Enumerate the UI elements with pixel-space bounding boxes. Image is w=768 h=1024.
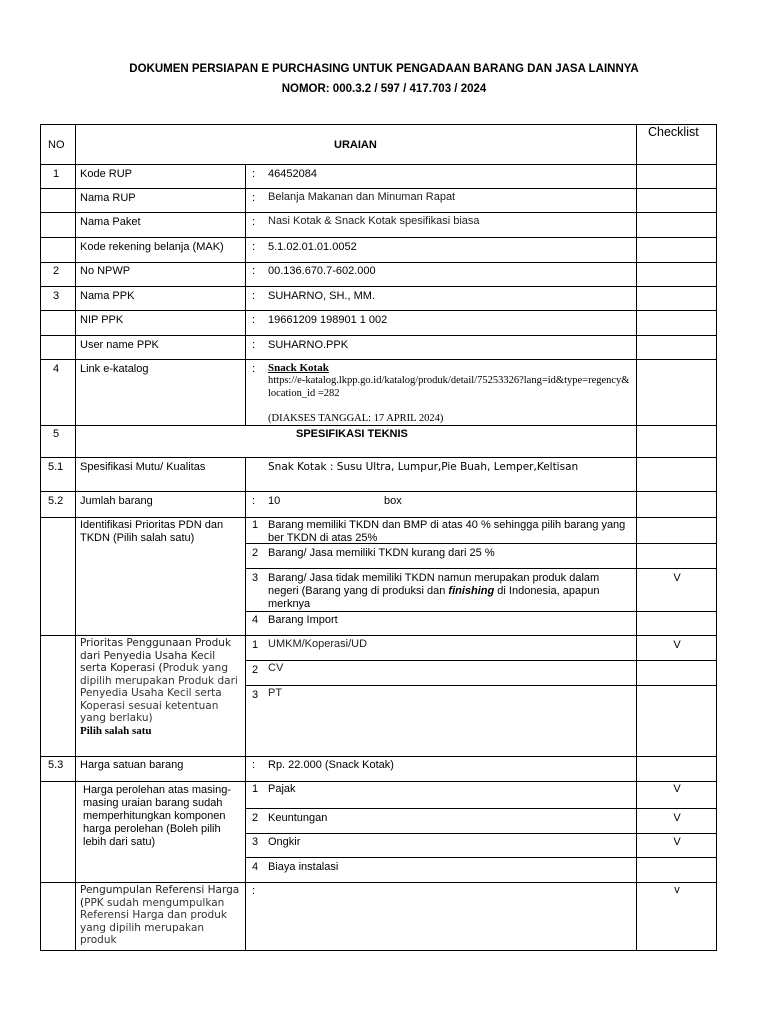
table-line bbox=[40, 635, 717, 636]
label-pick: Pilih salah satu bbox=[80, 724, 152, 737]
row-label: Jumlah barang bbox=[80, 495, 153, 507]
row-label: Identifikasi Prioritas PDN dan TKDN (Pilih salah satu) bbox=[80, 519, 224, 544]
table-line bbox=[40, 359, 717, 360]
table-line bbox=[40, 457, 717, 458]
option-text: Barang Import bbox=[268, 614, 338, 626]
row-no: 5.1 bbox=[48, 461, 64, 473]
ekatalog-link-title[interactable]: Snack Kotak bbox=[268, 362, 329, 374]
row-unit: box bbox=[384, 495, 402, 507]
option-text: Biaya instalasi bbox=[268, 861, 339, 873]
row-value: 5.1.02.01.01.0052 bbox=[268, 241, 357, 253]
option-number: 2 bbox=[252, 664, 259, 676]
row-no: 5 bbox=[53, 428, 60, 440]
table-line bbox=[245, 660, 717, 661]
table-line bbox=[40, 310, 717, 311]
row-label: Harga satuan barang bbox=[80, 759, 184, 771]
header-uraian: URAIAN bbox=[334, 139, 377, 151]
option-number: 2 bbox=[252, 547, 259, 559]
checklist-mark[interactable]: V bbox=[673, 836, 681, 848]
row-label: Kode RUP bbox=[80, 168, 132, 180]
row-no: 5.3 bbox=[48, 759, 64, 771]
option-text: Barang memiliki TKDN dan BMP di atas 40 % sehingga pilih barang yang ber TKDN di atas 25% bbox=[268, 519, 626, 544]
colon: : bbox=[252, 290, 256, 302]
row-no: 4 bbox=[53, 363, 60, 375]
option-number: 1 bbox=[252, 519, 259, 531]
checklist-mark[interactable]: V bbox=[673, 639, 681, 651]
table-line bbox=[40, 950, 717, 951]
row-label: No NPWP bbox=[80, 265, 131, 277]
option-text: Pajak bbox=[268, 783, 296, 795]
table-line bbox=[40, 262, 717, 263]
label-note: Produk yang dipilih merupakan Produk dari Penyedia Usaha Kecil serta Koperasi sesuai ketentuan yang berlaku) bbox=[80, 662, 238, 724]
table-line bbox=[40, 491, 717, 492]
row-label: Nama Paket bbox=[80, 216, 141, 228]
row-value: SUHARNO.PPK bbox=[268, 339, 349, 351]
row-no: 5.2 bbox=[48, 495, 64, 507]
colon: : bbox=[252, 216, 256, 228]
table-line bbox=[40, 188, 717, 189]
option-text-part: di Indonesia, apapun merknya bbox=[268, 585, 600, 610]
table-line bbox=[245, 568, 717, 569]
table-line bbox=[40, 286, 717, 287]
option-number: 2 bbox=[252, 812, 259, 824]
colon: : bbox=[252, 241, 256, 253]
row-no: 3 bbox=[53, 290, 60, 302]
option-text: Keuntungan bbox=[268, 812, 328, 824]
table-line bbox=[40, 237, 717, 238]
colon: : bbox=[252, 339, 256, 351]
table-line bbox=[40, 124, 41, 951]
header-checklist: Checklist bbox=[648, 125, 699, 139]
colon: : bbox=[252, 265, 256, 277]
option-number: 3 bbox=[252, 572, 259, 584]
table-line bbox=[75, 124, 76, 951]
ekatalog-link-url[interactable]: https://e-katalog.lkpp.go.id/katalog/produk/detail/75253326?lang=id&type=regency&location_id =282 bbox=[268, 375, 630, 399]
table-line bbox=[245, 685, 717, 686]
header-no: NO bbox=[48, 139, 65, 151]
row-value: SUHARNO, SH., MM. bbox=[268, 290, 375, 302]
checklist-mark[interactable]: V bbox=[673, 812, 681, 824]
table-line bbox=[40, 164, 717, 165]
option-text-emphasis: finishing bbox=[448, 585, 495, 597]
row-label: Spesifikasi Mutu/ Kualitas bbox=[80, 461, 206, 473]
label-paren: ( bbox=[155, 662, 163, 674]
table-line bbox=[40, 756, 717, 757]
row-label: NIP PPK bbox=[80, 314, 124, 326]
table-line bbox=[40, 425, 717, 426]
row-value: 10 bbox=[268, 495, 281, 507]
table-line bbox=[245, 833, 717, 834]
checklist-mark[interactable]: V bbox=[673, 572, 681, 584]
table-line bbox=[40, 882, 717, 883]
row-label: Link e-katalog bbox=[80, 363, 149, 375]
row-label: Nama PPK bbox=[80, 290, 135, 302]
table-line bbox=[245, 857, 717, 858]
row-value: Snak Kotak : Susu Ultra, Lumpur,Pie Buah, Lemper,Keltisan bbox=[268, 461, 579, 473]
row-value: Nasi Kotak & Snack Kotak spesifikasi biasa bbox=[268, 215, 480, 227]
option-number: 1 bbox=[252, 783, 259, 795]
table-line bbox=[716, 124, 717, 951]
label-bold: Prioritas Penggunaan Produk dari Penyedia Usaha Kecil serta Koperasi bbox=[80, 637, 232, 674]
option-number: 4 bbox=[252, 861, 259, 873]
label-note: PPK sudah mengumpulkan Referensi Harga dan produk yang dipilih merupakan produk bbox=[80, 896, 227, 946]
option-text: Barang/ Jasa memiliki TKDN kurang dari 25 % bbox=[268, 547, 495, 559]
table-line bbox=[40, 124, 717, 125]
option-number: 3 bbox=[252, 836, 259, 848]
table-line bbox=[636, 124, 637, 951]
document-title: DOKUMEN PERSIAPAN E PURCHASING UNTUK PENGADAAN BARANG DAN JASA LAINNYA bbox=[129, 63, 639, 75]
row-label: Nama RUP bbox=[80, 192, 136, 204]
row-value: 19661209 198901 1 002 bbox=[268, 314, 388, 326]
row-value: Belanja Makanan dan Minuman Rapat bbox=[268, 191, 456, 203]
colon: : bbox=[252, 885, 256, 897]
row-label bbox=[80, 637, 245, 737]
ekatalog-accessed-date: (DIAKSES TANGGAL: 17 APRIL 2024) bbox=[268, 413, 444, 424]
option-text-part: Barang/ Jasa tidak memiliki TKDN namun merupakan produk dalam negeri (Barang yang di produksi dan bbox=[268, 572, 600, 597]
row-value: Rp. 22.000 (Snack Kotak) bbox=[268, 759, 394, 771]
option-text: PT bbox=[268, 687, 283, 699]
row-value: 00.136.670.7-602.000 bbox=[268, 265, 376, 277]
label-paren: ( bbox=[80, 896, 85, 909]
option-text: Ongkir bbox=[268, 836, 301, 848]
label-bold: Pengumpulan Referensi Harga bbox=[80, 884, 240, 896]
row-no: 1 bbox=[53, 168, 60, 180]
table-line bbox=[245, 164, 246, 426]
row-label: User name PPK bbox=[80, 339, 159, 351]
document-number: NOMOR: 000.3.2 / 597 / 417.703 / 2024 bbox=[281, 83, 487, 95]
table-line bbox=[40, 335, 717, 336]
table-line bbox=[40, 781, 717, 782]
colon: : bbox=[252, 168, 256, 180]
option-number: 4 bbox=[252, 614, 259, 626]
table-line bbox=[40, 212, 717, 213]
colon: : bbox=[252, 192, 256, 204]
option-text: UMKM/Koperasi/UD bbox=[268, 638, 368, 650]
row-label: Harga perolehan atas masing-masing uraian barang sudah memperhitungkan komponen harga perolehan (Boleh pilih lebih dari satu) bbox=[83, 784, 231, 848]
section-heading: SPESIFIKASI TEKNIS bbox=[296, 428, 408, 440]
colon: : bbox=[252, 495, 256, 507]
table-line bbox=[245, 808, 717, 809]
row-label: Kode rekening belanja (MAK) bbox=[80, 241, 224, 253]
colon: : bbox=[252, 314, 256, 326]
option-number: 1 bbox=[252, 639, 259, 651]
table-line bbox=[245, 611, 717, 612]
row-label bbox=[80, 884, 243, 948]
colon: : bbox=[252, 363, 256, 375]
option-text: CV bbox=[268, 662, 284, 674]
table-line bbox=[40, 517, 717, 518]
colon: : bbox=[252, 759, 256, 771]
row-value: 46452084 bbox=[268, 168, 317, 180]
row-no: 2 bbox=[53, 265, 60, 277]
checklist-mark[interactable]: V bbox=[673, 783, 681, 795]
option-text bbox=[268, 572, 630, 611]
option-number: 3 bbox=[252, 689, 259, 701]
checklist-mark[interactable]: v bbox=[674, 884, 680, 896]
table-line bbox=[245, 457, 246, 951]
